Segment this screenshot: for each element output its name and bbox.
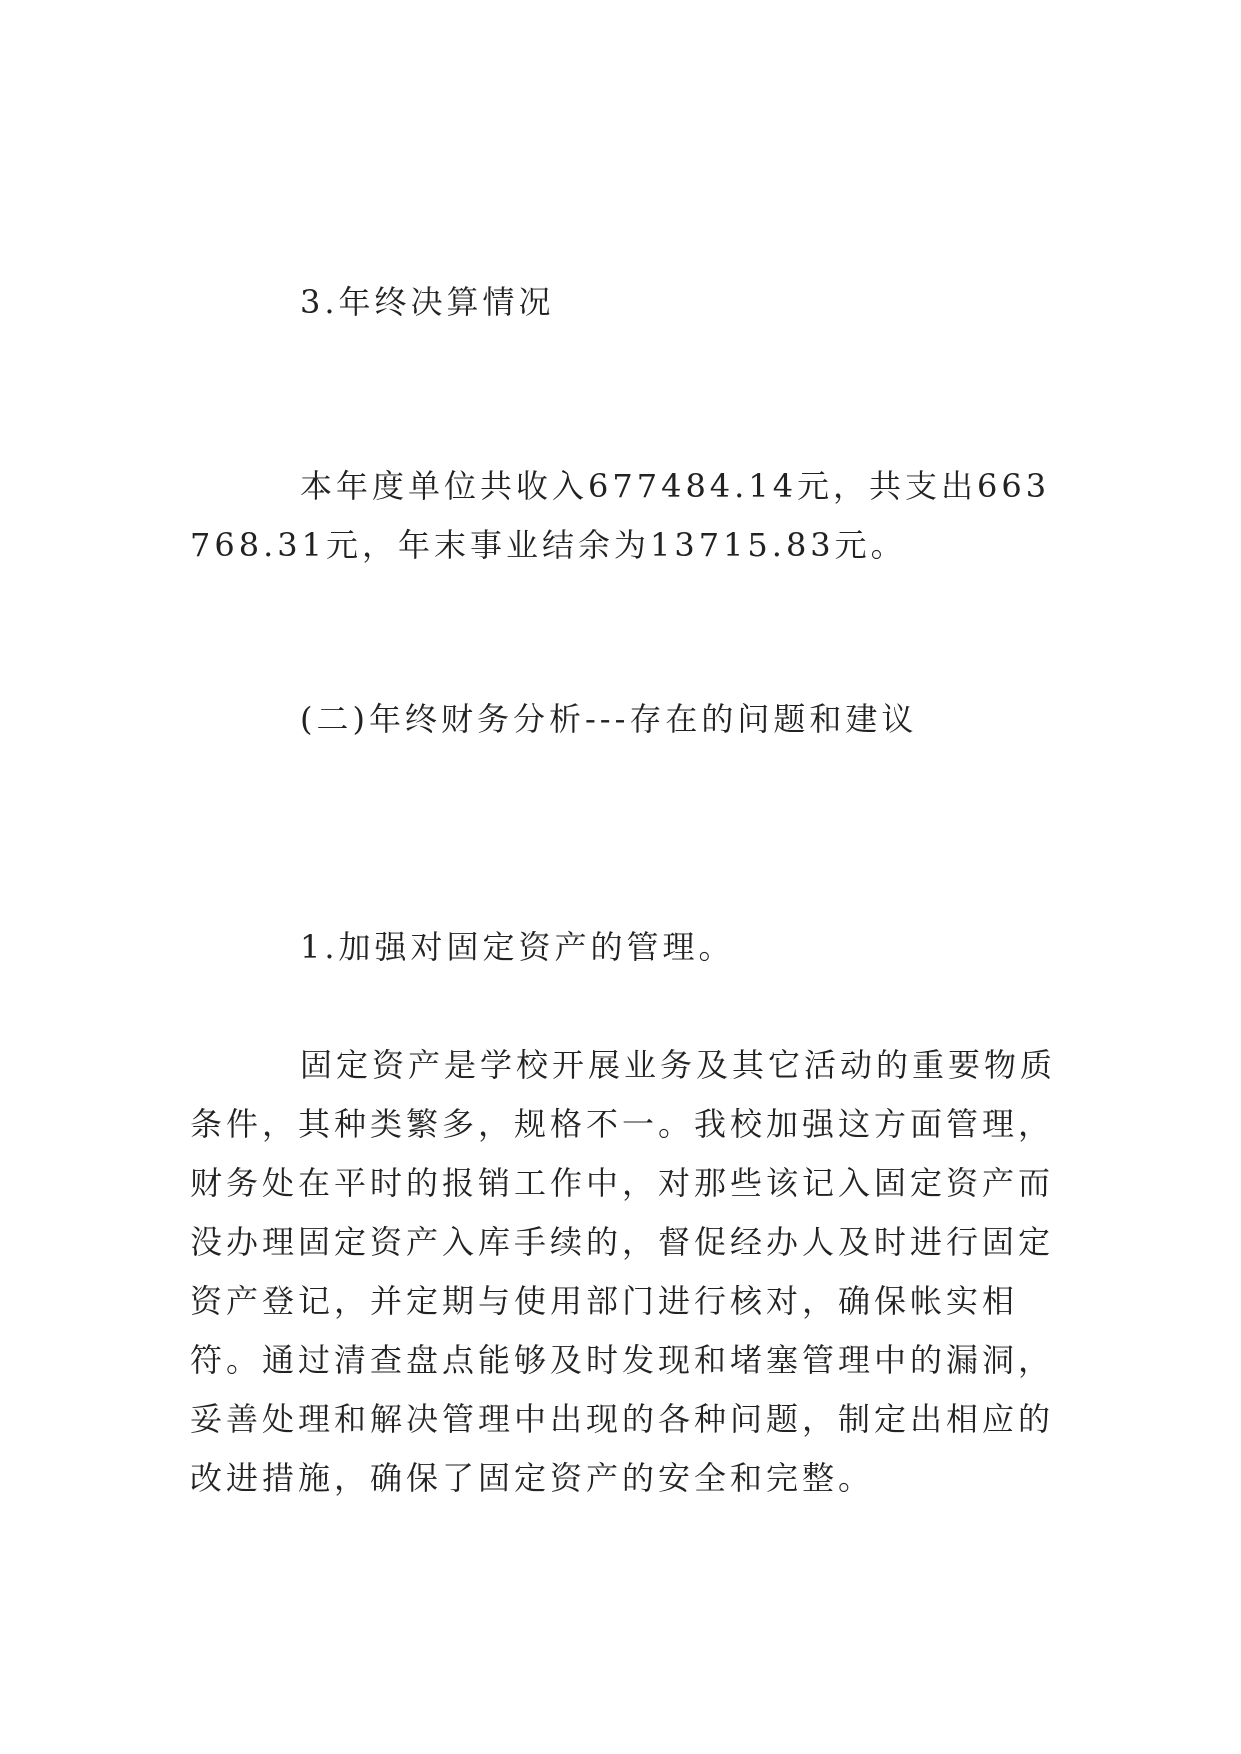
paragraph-fixed-assets-management: 固定资产是学校开展业务及其它活动的重要物质条件，其种类繁多，规格不一。我校加强这方面管理，财务处在平时的报销工作中，对那些该记入固定资产而没办理固定资产入库手续的，督促经办人及时进行固定资产登记，并定期与使用部门进行核对，确保帐实相符。通过清查盘点能够及时发现和堵塞管理中的漏洞，妥善处理和解决管理中出现的各种问题，制定出相应的改进措施，确保了固定资产的安全和完整。: [190, 1046, 1057, 1497]
section-heading-financial-analysis: (二)年终财务分析---存在的问题和建议: [300, 700, 918, 738]
section-heading-year-end-settlement: 3.年终决算情况: [300, 283, 555, 321]
section-heading-fixed-assets: 1.加强对固定资产的管理。: [300, 928, 735, 966]
paragraph-income-expenditure: 本年度单位共收入677484.14元，共支出663768.31元，年末事业结余为13715.83元。: [190, 467, 1051, 564]
